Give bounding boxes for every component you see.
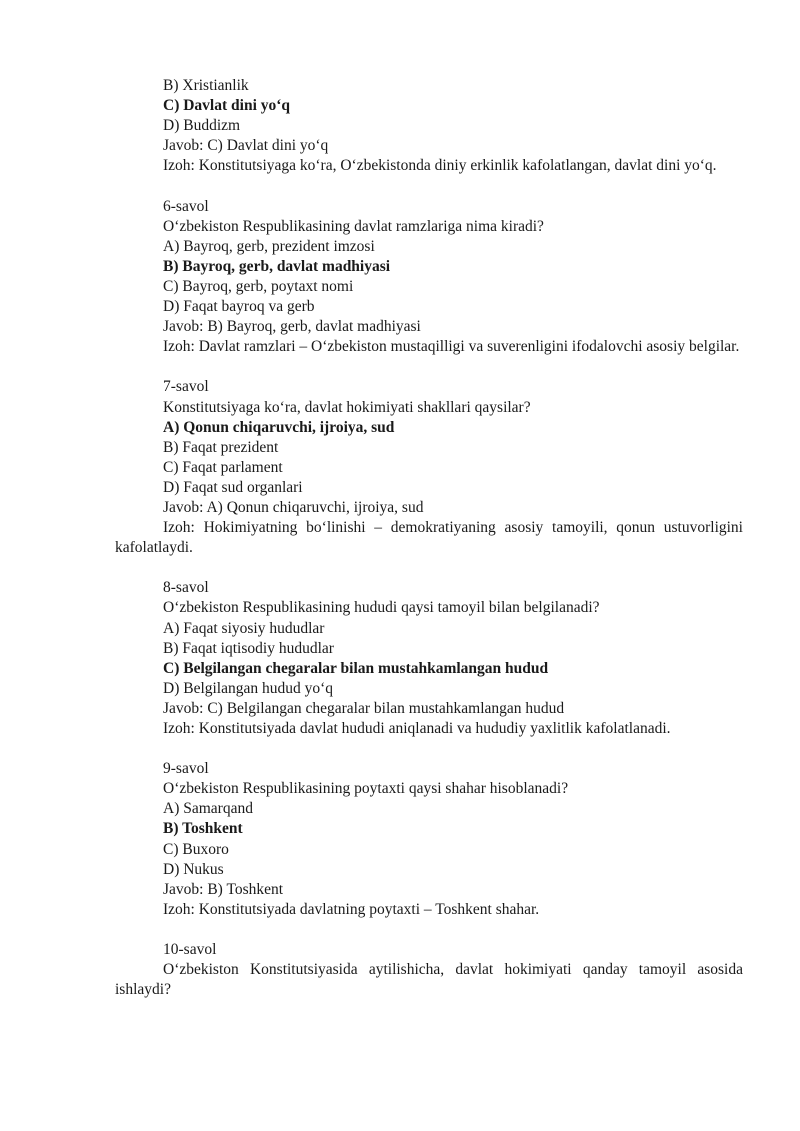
correct-option: B) Bayroq, gerb, davlat madhiyasi bbox=[163, 257, 391, 275]
explanation-text: Izoh: Davlat ramzlari – O‘zbekiston mustaqilligi va suverenligini ifodalovchi asosiy belgilar. bbox=[163, 338, 740, 356]
answer-option: D) Nukus bbox=[163, 860, 224, 878]
question-number: 8-savol bbox=[163, 579, 209, 597]
answer-line: Javob: C) Davlat dini yo‘q bbox=[163, 137, 329, 155]
spacer bbox=[115, 357, 743, 377]
answer-option: C) Buxoro bbox=[163, 840, 229, 858]
correct-option: C) Belgilangan chegaralar bilan mustahkamlangan hudud bbox=[163, 659, 549, 677]
spacer bbox=[115, 558, 743, 578]
answer-option: D) Faqat sud organlari bbox=[163, 478, 303, 496]
question-number: 9-savol bbox=[163, 760, 209, 778]
answer-option: D) Buddizm bbox=[163, 117, 241, 135]
correct-option: B) Toshkent bbox=[163, 820, 243, 838]
answer-line: Javob: A) Qonun chiqaruvchi, ijroiya, sud bbox=[163, 498, 424, 516]
answer-option: A) Samarqand bbox=[163, 800, 253, 818]
answer-line: Javob: B) Toshkent bbox=[163, 880, 284, 898]
answer-option: A) Bayroq, gerb, prezident imzosi bbox=[163, 237, 375, 255]
answer-option: D) Belgilangan hudud yo‘q bbox=[163, 679, 334, 697]
answer-option: C) Bayroq, gerb, poytaxt nomi bbox=[163, 277, 354, 295]
question-number: 7-savol bbox=[163, 378, 209, 396]
question-text: O‘zbekiston Respublikasining hududi qaysi tamoyil bilan belgilanadi? bbox=[163, 599, 600, 617]
question-text: Konstitutsiyaga ko‘ra, davlat hokimiyati shakllari qaysilar? bbox=[163, 398, 531, 416]
explanation-text: Izoh: Hokimiyatning bo‘linishi – demokratiyaning asosiy tamoyili, qonun ustuvorligini kafolatlaydi. bbox=[115, 519, 743, 557]
document-content bbox=[115, 76, 743, 1000]
explanation-text: Izoh: Konstitutsiyaga ko‘ra, O‘zbekistonda diniy erkinlik kafolatlangan, davlat dini yo‘q. bbox=[163, 157, 717, 175]
question-text: O‘zbekiston Respublikasining poytaxti qaysi shahar hisoblanadi? bbox=[163, 780, 569, 798]
answer-option: B) Faqat prezident bbox=[163, 438, 279, 456]
question-number: 10-savol bbox=[163, 941, 217, 959]
answer-option: D) Faqat bayroq va gerb bbox=[163, 298, 315, 316]
answer-line: Javob: B) Bayroq, gerb, davlat madhiyasi bbox=[163, 318, 421, 336]
spacer bbox=[115, 176, 743, 196]
answer-option: B) Faqat iqtisodiy hududlar bbox=[163, 639, 334, 657]
spacer bbox=[115, 920, 743, 940]
explanation-text: Izoh: Konstitutsiyada davlatning poytaxti – Toshkent shahar. bbox=[163, 900, 540, 918]
answer-option: C) Faqat parlament bbox=[163, 458, 283, 476]
answer-option: B) Xristianlik bbox=[163, 77, 249, 94]
answer-option: A) Faqat siyosiy hududlar bbox=[163, 619, 325, 637]
explanation-text: Izoh: Konstitutsiyada davlat hududi aniqlanadi va hududiy yaxlitlik kafolatlanadi. bbox=[163, 720, 671, 737]
spacer bbox=[115, 739, 743, 759]
question-number: 6-savol bbox=[163, 197, 209, 215]
correct-option: C) Davlat dini yo‘q bbox=[163, 97, 291, 115]
question-text: O‘zbekiston Respublikasining davlat ramzlariga nima kiradi? bbox=[163, 217, 544, 235]
correct-option: A) Qonun chiqaruvchi, ijroiya, sud bbox=[163, 418, 395, 436]
question-text: O‘zbekiston Konstitutsiyasida aytilishicha, davlat hokimiyati qanday tamoyil asosida ishlaydi? bbox=[115, 961, 743, 999]
answer-line: Javob: C) Belgilangan chegaralar bilan mustahkamlangan hudud bbox=[163, 699, 565, 717]
